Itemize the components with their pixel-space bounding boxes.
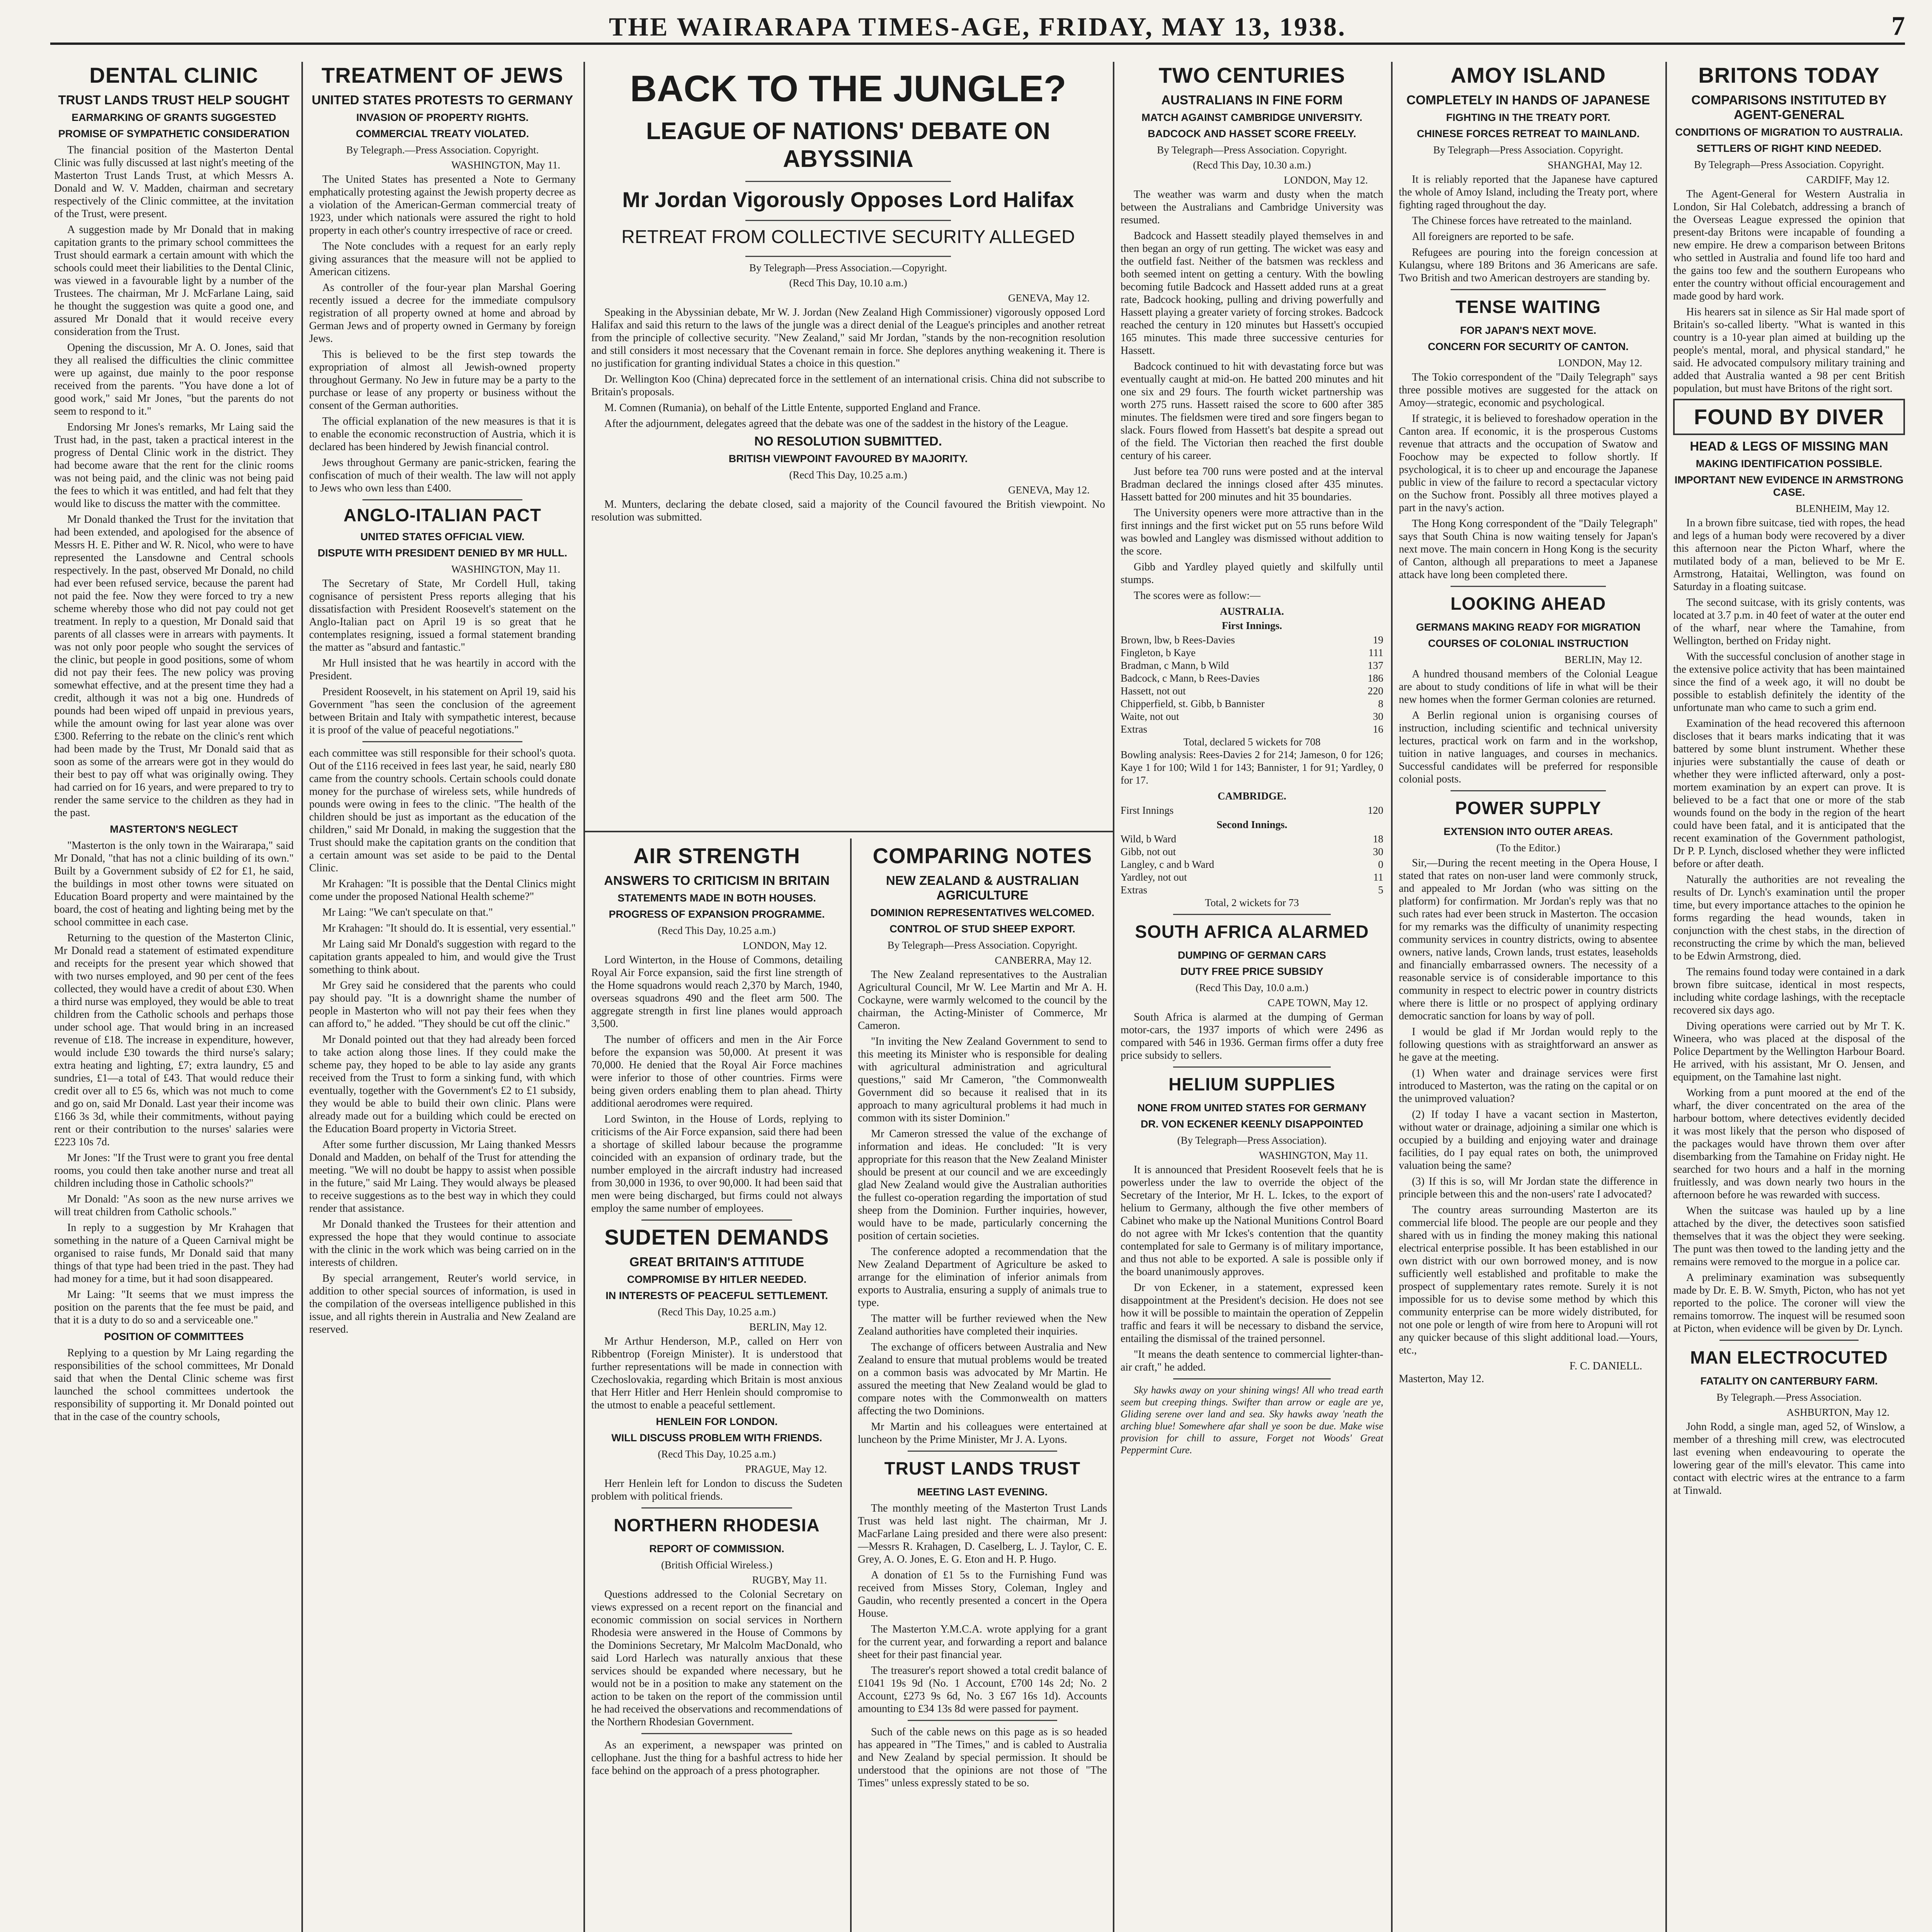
bowling-analysis: Bowling analysis: Rees-Davies 2 for 214; Jameson, 0 for 126; Kaye 1 for 100; Wild 1 for 143; Bannister, 1 for 91; Yardley, 0 for 17.: [1121, 749, 1383, 786]
dateline: WASHINGTON, May 11.: [451, 159, 560, 171]
article-paragraph: A suggestion made by Mr Donald that in making capitation grants to the primary school committees the Trust should earmark a certain amount with which the schools could meet their liabilities to the Dental Clinic, was viewed in a favourable light by a number of the Trustees. The chairman, Mr J. McFarlane Laing, said he thought the suggestion was quite a good one, and assured Mr Donald that it would receive every consideration from the Trust.: [54, 224, 294, 338]
headline-box: [1673, 399, 1905, 435]
article-paragraph: Mr Donald thanked the Trustees for their attention and expressed the hope that they would continue to associate with the clinic in the work which was being carried on in the interests of children.: [309, 1218, 576, 1269]
runs: 11: [1373, 871, 1383, 883]
article-paragraph: Mr Donald thanked the Trust for the invitation that had been extended, and apologised for the absence of Messrs H. E. Pither and W. R. Nicol, who were to have represented the Lansdowne and Central schools respectively. In the past, observed Mr Donald, no child had ever been refused service, because the parent had not paid the fee. Now they were forced to try a new scheme whereby those who did not pay could not get treatment. In reply to a question, Mr Donald said that parents of all classes were in arrears with payments. It was not only poor people who sought the services of the clinic, but people in good positions, some of whom did not pay their fees. The new policy was proving somewhat effective, and at the present time they had a credit, although it was not a big one. Hundreds of pounds had been wiped off unpaid in previous years, while the amount owing for last year alone was over £300. Referring to the rebate on the clinic's rent which had been made by the Trust, Mr Donald said that as soon as some of the arrears were got in they would do their best to pay off what was originally owing. They had carried on for 16 years, and were prepared to try to render the same service to the children as they had in the past.: [54, 514, 294, 819]
article-subhead: DUTY FREE PRICE SUBSIDY: [1180, 966, 1324, 977]
article-paragraph: each committee was still responsible for their school's quota. Out of the £116 received in fees last year, he said, nearly £80 came from the country schools. Certain schools could donate money for the purchase of wireless sets, while hundreds of pounds were owing in fees to the clinic. "The health of the children should be just as important as the education of the children," said Mr Donald, in making the suggestion that the Trust should make the capitation grants on the condition that a certain amount was set aside to be paid to the Dental Clinic.: [309, 747, 576, 874]
article-paragraph: After the adjournment, delegates agreed that the debate was one of the saddest in the history of the League.: [604, 418, 1068, 430]
article-paragraph: Examination of the head recovered this afternoon discloses that it bears marks indicating that it was battered by some blunt instrument. Whether these injuries were substantially the cause of death or whether they were inflicted afterward, only a post-mortem examination by an expert can prove. It is believed to be a fact that one or more of the stab wounds found on the body in the region of the heart could have been fatal, and it is anticipated that the recent examination of the Government pathologist, Dr P. P. Lynch, disclosed whether they were inflicted before or after death.: [1673, 718, 1905, 870]
batsman: Yardley, not out: [1121, 871, 1187, 883]
separator: [1451, 289, 1606, 290]
article-subhead: DUMPING OF GERMAN CARS: [1178, 949, 1326, 961]
runs: 8: [1378, 698, 1383, 709]
batsman: Extras: [1121, 723, 1147, 735]
article-paragraph: The official explanation of the new measures is that it is to enable the economic reconstruction of Austria, which it is declared has been hindered by Jewish financial control.: [309, 415, 576, 453]
runs: 19: [1373, 634, 1383, 646]
article-subhead: CONCERN FOR SECURITY OF CANTON.: [1428, 341, 1629, 352]
article-subhead: EXTENSION INTO OUTER AREAS.: [1443, 826, 1613, 837]
article-paragraph: As controller of the four-year plan Marshal Goering recently issued a decree for the immediate compulsory registration of all property owned at home and abroad by German Jews and of property owned in Germany by foreign Jews.: [309, 282, 576, 345]
article-headline: TENSE WAITING: [1456, 297, 1601, 317]
article-subhead: MAKING IDENTIFICATION POSSIBLE.: [1696, 458, 1883, 469]
score-row: [1121, 723, 1383, 736]
byline: By Telegraph—Press Association.—Copyright.: [749, 262, 947, 274]
article-paragraph: The scores were as follow:—: [1134, 590, 1261, 602]
article-paragraph: John Rodd, a single man, aged 52, of Winslow, a member of a threshing mill crew, was electrocuted last evening when endeavouring to operate the lowering gear of the mill's elevator. This came into contact with electric wires at the entrance to a farm at Tinwald.: [1673, 1421, 1905, 1497]
column-treatment-of-jews: [309, 62, 576, 1932]
batsman: Bradman, c Mann, b Wild: [1121, 660, 1229, 671]
article-subhead: COURSES OF COLONIAL INSTRUCTION: [1428, 638, 1629, 649]
article-headline: MAN ELECTROCUTED: [1690, 1347, 1888, 1367]
column-rule: [301, 62, 303, 1932]
article-paragraph: The Tokio correspondent of the "Daily Telegraph" says three possible motives are suggested for the attack on Amoy—strategic, economic and psychological.: [1399, 371, 1658, 409]
article-paragraph: Herr Henlein left for London to discuss the Sudeten problem with political friends.: [591, 1478, 842, 1502]
masthead-title: THE WAIRARAPA TIMES-AGE, FRIDAY, MAY 13, 1938.: [609, 12, 1347, 41]
runs: 220: [1367, 685, 1383, 697]
received-time: (Recd This Day, 10.25 a.m.): [658, 925, 776, 936]
article-paragraph: The United States has presented a Note to Germany emphatically protesting against the Jewish property decree as a violation of the American-German commercial treaty of 1923, under which nationals were assured the right to hold property in each other's country irrespective of race or creed.: [309, 173, 576, 236]
article-paragraph: Naturally the authorities are not revealing the results of Dr. Lynch's examination until the proper time, but every importance attaches to the opinion he forms regarding the head wounds, taken in conjunction with the chest stabs, in the direction of reconstructing the crime by which the man, believed to be Edwin Armstrong, died.: [1673, 874, 1905, 962]
cricket-scorecard: [1121, 605, 1383, 909]
article-subhead: HENLEIN FOR LONDON.: [656, 1416, 778, 1427]
article-subhead: MASTERTON'S NEGLECT: [110, 823, 238, 835]
article-subhead: COMPROMISE BY HITLER NEEDED.: [627, 1274, 807, 1285]
article-paragraph: Endorsing Mr Jones's remarks, Mr Laing said the Trust had, in the past, taken a practical interest in the progress of Dental Clinic work in the district. They had become aware that the rent for the clinic rooms was not being paid, and the clinic was not being paid the fees to which it was entitled, and had felt that they would like to discuss the matter with the committee.: [54, 421, 294, 510]
article-subhead: COMPLETELY IN HANDS OF JAPANESE: [1406, 93, 1650, 107]
article-subhead: TRUST LANDS TRUST HELP SOUGHT: [58, 93, 290, 107]
article-subhead: UNITED STATES PROTESTS TO GERMANY: [311, 93, 573, 107]
article-paragraph: (3) If this is so, will Mr Jordan state the difference in principle between this and the non-users' rate I advocated?: [1399, 1175, 1658, 1200]
column-rule: [1665, 62, 1667, 1932]
article-paragraph: Mr Krahagen: "It should do. It is essential, very essential.": [322, 922, 576, 934]
separator: [641, 1219, 792, 1221]
batsman: Fingleton, b Kaye: [1121, 647, 1196, 658]
article-headline: DENTAL CLINIC: [89, 63, 259, 87]
article-paragraph: Replying to a question by Mr Laing regarding the responsibilities of the school committees, Mr Donald said that when the Dental Clinic scheme was first launched the school committees undertook the responsibility of supporting it. Mr Donald pointed out that in the case of the country schools,: [54, 1347, 294, 1423]
separator: [641, 1507, 792, 1509]
article-paragraph: Opening the discussion, Mr A. O. Jones, said that they all realised the difficulties the clinic committee were up against, due mainly to the poor response received from the parents. "You have done a lot of good work," said Mr Jones, "but the parents do not seem to respond to it.": [54, 342, 294, 417]
score-row: [1121, 804, 1383, 817]
runs: 5: [1378, 884, 1383, 896]
batsman: Wild, b Ward: [1121, 833, 1176, 845]
column-rule: [583, 62, 585, 1932]
team-name: AUSTRALIA.: [1220, 605, 1284, 617]
article-paragraph: A hundred thousand members of the Colonial League are about to study conditions of life in what will be their new homes when the former German colonies are returned.: [1399, 668, 1658, 706]
innings-label: First Innings.: [1221, 620, 1282, 631]
article-subhead: DR. VON ECKENER KEENLY DISAPPOINTED: [1140, 1118, 1364, 1130]
article-subhead: INVASION OF PROPERTY RIGHTS.: [356, 112, 529, 123]
article-paragraph: "Masterton is the only town in the Wairarapa," said Mr Donald, "that has not a clinic building of its own." Built by a Government subsidy of £2 for £1, he said, the buildings in most other towns were situated on Education Board property and were maintained by the board, the cost of heating and lighting being met by the school committee in each case.: [54, 840, 294, 928]
dateline: LONDON, May 12.: [743, 940, 827, 951]
article-paragraph: A donation of £1 5s to the Furnishing Fund was received from Misses Story, Coleman, Ingley and Gaudin, who recently presented a concert in the Opera House.: [858, 1569, 1107, 1619]
article-paragraph: A Berlin regional union is organising courses of instruction, including scientific and technical university lectures, practical work on farm and in the workshop, tuition in native languages, and courses in mechanics. Successful candidates will be preferred for responsible colonial posts.: [1399, 709, 1658, 785]
dateline: SHANGHAI, May 12.: [1548, 159, 1642, 171]
article-headline: TRUST LANDS TRUST: [884, 1458, 1081, 1478]
batsman: Extras: [1121, 884, 1147, 896]
article-paragraph: Mr Grey said he considered that the parents who could pay should pay. "It is a downright shame the number of people in Masterton who will not pay their fees when they can afford to," he added. "They should be cut off the clinic.": [309, 980, 576, 1030]
separator: [1173, 1066, 1331, 1068]
separator: [1173, 1378, 1331, 1379]
article-paragraph: The monthly meeting of the Masterton Trust Lands Trust was held last night. The chairman, Mr J. MacFarlane Laing presided and there were also present:—Messrs R. Krahagen, D. Caselberg, L. J. Taylor, C. E. Grey, A. O. Jones, E. G. Eton and H. P. Hugo.: [858, 1502, 1107, 1565]
article-paragraph: This is believed to be the first step towards the expropriation of almost all Jewish-owned property throughout Germany. No Jew in future may be a party to the purchase or lease of any property or business without the consent of the German authorities.: [309, 349, 576, 412]
separator: [362, 741, 522, 742]
article-subhead: POSITION OF COMMITTEES: [104, 1331, 244, 1342]
received-time: (Recd This Day, 10.10 a.m.): [789, 277, 907, 289]
article-headline: FOUND BY DIVER: [1694, 405, 1884, 429]
article-paragraph: "It means the death sentence to commercial lighter-than-air craft," he added.: [1121, 1349, 1383, 1373]
article-paragraph: Badcock and Hassett steadily played themselves in and then began an orgy of run getting. The wicket was easy and the outfield fast. Neither of the batsmen was reckless and both seemed intent on getting a century. With the bowling becoming futile Badcock and Hassett added runs at a great rate, Badcock hooking, pulling and driving powerfully and Hassett playing a greater variety of forcing strokes. Badcock reached the century in 120 minutes but Hassett's occupied 165 minutes. This made three successive centuries for Hassett.: [1121, 230, 1383, 357]
article-paragraph: As an experiment, a newspaper was printed on cellophane. Just the thing for a bashful actress to hide her face behind on the approach of a press photographer.: [591, 1739, 842, 1777]
article-paragraph: Mr Jones: "If the Trust were to grant you free dental rooms, you could then take another nurse and treat all children including those in Catholic schools?": [54, 1152, 294, 1189]
article-paragraph: Just before tea 700 runs were posted and at the interval Bradman declared the innings closed after 435 minutes. Hassett batted for 200 minutes and hit 35 boundaries.: [1121, 466, 1383, 503]
dateline: CARDIFF, May 12.: [1806, 174, 1889, 185]
dateline: BERLIN, May 12.: [1565, 654, 1642, 665]
article-headline: HELIUM SUPPLIES: [1168, 1074, 1335, 1094]
received-time: (Recd This Day, 10.25 a.m.): [789, 469, 907, 481]
article-paragraph: In a brown fibre suitcase, tied with ropes, the head and legs of a human body were recovered by a diver this afternoon near the Picton Wharf, where the mutilated body of a man, believed to be Mr E. Armstrong, Hataitai, Wellington, was found on Saturday in a floating suitcase.: [1673, 517, 1905, 593]
article-subhead: COMPARISONS INSTITUTED BY AGENT-GENERAL: [1691, 93, 1887, 122]
column-amoy-island: [1399, 62, 1658, 1932]
separator: [908, 1451, 1057, 1452]
article-paragraph: The number of officers and men in the Air Force before the expansion was 50,000. At present it was 70,000. He denied that the Royal Air Force machines were inferior to those of other countries. Firms were being given orders enabling them to plan ahead. Thirty additional aerodromes were required.: [591, 1034, 842, 1109]
dateline: BERLIN, May 12.: [749, 1321, 827, 1333]
byline: By Telegraph—Press Association. Copyright.: [1694, 159, 1884, 170]
article-paragraph: Diving operations were carried out by Mr T. K. Wineera, who was placed at the disposal of the Police Department by the Wellington Harbour Board. He arrived, with his assistant, Mr O. Jensen, and equipment, on the Tamahine last night.: [1673, 1020, 1905, 1083]
article-paragraph: With the successful conclusion of another stage in the extensive police activity that has been maintained since the find of a week ago, it will no doubt be possible to establish definitely the identity of the unfortunate man who came to such a grim end.: [1673, 651, 1905, 714]
article-paragraph: The University openers were more attractive than in the first innings and the first wicket put on 55 runs before Wild was bowled and Langley was dismissed without addition to the score.: [1121, 507, 1383, 557]
article-paragraph: (1) When water and drainage services were first introduced to Masterton, was the rating on the capital or on the unimproved valuation?: [1399, 1067, 1658, 1105]
runs: 111: [1368, 647, 1383, 658]
article-subhead: WILL DISCUSS PROBLEM WITH FRIENDS.: [611, 1432, 822, 1444]
separator: [908, 1720, 1057, 1721]
article-subhead: CONDITIONS OF MIGRATION TO AUSTRALIA.: [1675, 126, 1903, 138]
runs: 0: [1378, 859, 1383, 870]
article-subhead: CONTROL OF STUD SHEEP EXPORT.: [889, 923, 1075, 935]
article-paragraph: A preliminary examination was subsequently made by Dr. E. B. W. Smyth, Picton, who has not yet reported to the police. The coroner will view the remains tomorrow. The inquest will be resumed soon at Picton, when evidence will be given by Dr. Lynch.: [1673, 1272, 1905, 1335]
article-paragraph: All foreigners are reported to be safe.: [1412, 231, 1574, 243]
article-headline: TWO CENTURIES: [1158, 63, 1345, 87]
separator: [362, 499, 522, 500]
runs: 30: [1373, 711, 1383, 722]
article-subhead: MATCH AGAINST CAMBRIDGE UNIVERSITY.: [1141, 112, 1362, 123]
byline: By Telegraph—Press Association. Copyright.: [887, 939, 1078, 951]
article-paragraph: Dr von Eckener, in a statement, expressed keen disappointment at the President's decision. He does not see how it will be possible to maintain the operation of Zeppelin traffic and fears it will be necessary to disband the service, entailing the dismissal of the trained personnel.: [1121, 1282, 1383, 1345]
dateline: CAPE TOWN, May 12.: [1267, 997, 1368, 1009]
dateline: LONDON, May 12.: [1284, 174, 1368, 186]
runs: 137: [1367, 660, 1383, 671]
received-time: (Recd This Day, 10.25 a.m.): [658, 1306, 776, 1318]
byline: (By Telegraph—Press Association).: [1177, 1134, 1327, 1146]
article-headline: BRITONS TODAY: [1698, 63, 1880, 87]
lead-subhead: Mr Jordan Vigorously Opposes Lord Halifax: [622, 187, 1074, 212]
article-subhead: UNITED STATES OFFICIAL VIEW.: [360, 531, 525, 543]
article-paragraph: South Africa is alarmed at the dumping of German motor-cars, the 1937 imports of which were 2496 as compared with 546 in 1936. German firms offer a duty free price subsidy to sellers.: [1121, 1011, 1383, 1061]
separator: [1451, 790, 1606, 791]
article-subhead: FIGHTING IN THE TREATY PORT.: [1446, 112, 1611, 123]
byline: By Telegraph—Press Association. Copyright.: [1157, 144, 1347, 156]
article-paragraph: The New Zealand representatives to the Australian Agricultural Council, Mr W. Lee Martin and Mr A. H. Cockayne, were warmly welcomed to the council by the chairman, the Acting-Minister of Commerce, Mr Cameron.: [858, 969, 1107, 1032]
article-paragraph: When the suitcase was hauled up by a line attached by the diver, the detectives soon satisfied themselves that it was the object they were seeking. The punt was then towed to the landing jetty and the remains were removed to the morgue in a police car.: [1673, 1205, 1905, 1268]
byline: By Telegraph.—Press Association. Copyright.: [346, 144, 539, 156]
article-paragraph: The Hong Kong correspondent of the "Daily Telegraph" says that South China is now waiting tensely for Japan's next move. The main concern in Hong Kong is the security of Canton, although all preparations to meet a Japanese attack have long been completed there.: [1399, 518, 1658, 581]
column-rule: [1391, 62, 1393, 1932]
article-paragraph: Mr Cameron stressed the value of the exchange of information and ideas. He concluded: "It is very appropriate for this reason that the New Zealand Minister should be present at our council and we are exceedingly glad New Zealand would give the Australian authorities the fullest co-operation regarding the importation of stud sheep from the Dominion. Further inquiries, however, would have to be made, particularly concerning the position of certain societies.: [858, 1128, 1107, 1242]
article-subhead: BADCOCK AND HASSET SCORE FREELY.: [1148, 128, 1356, 139]
source-line: (British Official Wireless.): [661, 1559, 773, 1571]
batsman: Badcock, c Mann, b Rees-Davies: [1121, 672, 1260, 684]
article-paragraph: Mr Martin and his colleagues were entertained at luncheon by the Prime Minister, Mr J. A. Lyons.: [858, 1421, 1107, 1446]
batsman: Waite, not out: [1121, 711, 1179, 722]
article-paragraph: In reply to a suggestion by Mr Krahagen that something in the nature of a Queen Carnival might be organised to raise funds, Mr Donald said that many things of that type had been tried in the past. They had had money for a time, but it had soon disappeared.: [54, 1222, 294, 1285]
article-paragraph: The weather was warm and dusty when the match between the Australians and Cambridge University was resumed.: [1121, 189, 1383, 226]
article-subhead: COMMERCIAL TREATY VIOLATED.: [355, 128, 529, 139]
column-rule: [1113, 62, 1114, 1932]
article-paragraph: The exchange of officers between Australia and New Zealand to ensure that mutual problems would be treated on a common basis was advocated by Mr Martin. He assured the meeting that New Zealand would be glad to compare notes with the Commonwealth on matters affecting the two Dominions.: [858, 1341, 1107, 1417]
article-subhead: REPORT OF COMMISSION.: [649, 1543, 784, 1554]
batsman: First Innings: [1121, 804, 1174, 816]
article-paragraph: Refugees are pouring into the foreign concession at Kulangsu, where 189 Britons and 36 Americans are safe. Two British and two American destroyers are standing by.: [1399, 247, 1658, 284]
dateline: CANBERRA, May 12.: [995, 954, 1092, 966]
separator: [745, 256, 951, 257]
article-headline: TREATMENT OF JEWS: [321, 63, 563, 87]
score-row: [1121, 672, 1383, 685]
batsman: Hassett, not out: [1121, 685, 1186, 697]
masthead: [50, 8, 1905, 45]
dateline: PRAGUE, May 12.: [745, 1463, 827, 1475]
batsman: Gibb, not out: [1121, 846, 1176, 857]
article-paragraph: The Agent-General for Western Australia in London, Sir Hal Colebatch, addressing a branch of the Overseas League expressed the opinion that present-day Britons were incapable of founding a new empire. He drew a comparison between Britons who settled in Australia and found life too hard and the gains too few and the southern Europeans who enter the country without official encouragement and made good by hard work.: [1673, 188, 1905, 302]
article-subhead: BRITISH VIEWPOINT FAVOURED BY MAJORITY.: [728, 453, 968, 464]
innings-total: Total, 2 wickets for 73: [1205, 897, 1299, 908]
article-headline: POWER SUPPLY: [1455, 798, 1602, 818]
article-headline: AIR STRENGTH: [633, 844, 800, 868]
batsman: Chipperfield, st. Gibb, b Bannister: [1121, 698, 1265, 709]
article-paragraph: The Note concludes with a request for an early reply giving assurances that the measure will not be applied to American citizens.: [309, 240, 576, 278]
score-row: [1121, 634, 1383, 646]
runs: 30: [1373, 846, 1383, 857]
byline: By Telegraph.—Press Association.: [1716, 1391, 1862, 1403]
separator: [1451, 586, 1606, 587]
received-time: (Recd This Day, 10.25 a.m.): [658, 1448, 776, 1460]
score-row: [1121, 685, 1383, 697]
runs: 120: [1367, 804, 1383, 816]
dateline: WASHINGTON, May 11.: [1259, 1150, 1368, 1161]
article-subhead: IN INTERESTS OF PEACEFUL SETTLEMENT.: [605, 1290, 828, 1301]
article-subhead: NO RESOLUTION SUBMITTED.: [754, 434, 942, 448]
letter-to-editor-label: (To the Editor.): [1496, 842, 1560, 854]
batsman: Langley, c and b Ward: [1121, 859, 1214, 870]
separator: [1719, 1340, 1859, 1341]
article-subhead: GERMANS MAKING READY FOR MIGRATION: [1416, 621, 1641, 633]
article-paragraph: The matter will be further reviewed when the New Zealand authorities have completed their inquiries.: [858, 1313, 1107, 1337]
column-britons-today: [1673, 62, 1905, 1932]
article-paragraph: Lord Winterton, in the House of Commons, detailing Royal Air Force expansion, said the first line strength of the Home squadrons would reach 2,370 by March, 1940, overseas squadrons 490 and the fleet arm 500. The aggregate strength in first line planes would approach 3,500.: [591, 954, 842, 1030]
article-paragraph: I would be glad if Mr Jordan would reply to the following questions with as straightforward an answer as he gave at the meeting.: [1399, 1026, 1658, 1063]
advertisement-verse: Sky hawks away on your shining wings! All who tread earth seem but creeping things. Swifter than arrow or eagle are ye, Gliding serene over land and sea. Sky hawks away 'neath the arching blue! Somewhere afar shall ye soon be due. Make wise provision for chill to assure, Forget not Woods' Great Peppermint Cure.: [1121, 1384, 1383, 1456]
section-rule: [584, 831, 1113, 832]
article-paragraph: The treasurer's report showed a total credit balance of £1041 19s 9d (No. 1 Account, £700 14s 2d; No. 2 Account, £273 9s 6d, No. 3 £67 16s 1d). Accounts amounting to £34 13s 8d were passed for payment.: [858, 1665, 1107, 1715]
article-paragraph: The Masterton Y.M.C.A. wrote applying for a grant for the current year, and forwarding a report and balance sheet for their past financial year.: [858, 1623, 1107, 1661]
score-row: [1121, 845, 1383, 858]
dateline: ASHBURTON, May 12.: [1786, 1406, 1889, 1418]
article-paragraph: The country areas surrounding Masterton are its commercial life blood. The people are our people and they shared with us in finding the money making this national electrical enterprise possible. It has been established in our own district with our own borrowed money, and is now sufficiently well established and profitable to make the prospect of supplementary rates remote. Surely it is not impossible for us to devise some method by which this community enterprise can be more widely distributed, for not one pole or length of wire from here to Aropuni will rot any quicker because of this slight additional load.—Yours, etc.,: [1399, 1204, 1658, 1356]
lead-headline: BACK TO THE JUNGLE?: [630, 68, 1066, 109]
article-paragraph: "In inviting the New Zealand Government to send to this meeting its Minister who is responsible for dealing with agricultural administration and agricultural questions," said Mr Cameron, "the Commonwealth Government did so because it realised that in its approach to many agricultural problems it had much in common with its sister Dominion.": [858, 1036, 1107, 1124]
separator: [1173, 914, 1331, 915]
article-paragraph: Returning to the question of the Masterton Clinic, Mr Donald read a statement of estimated expenditure and receipts for the present year which showed that with two nurses employed, and 90 per cent of the fees collected, they would have a credit of about £30. When a third nurse was employed, they would be able to treat children from the Catholic schools and perhaps those under school age. That would bring in an increased revenue of £18. The increase in expenditure, however, would include £30 towards the third nurse's salary; extra heating and lighting, £7; extra laundry, £5 and sundries, £1—a total of £43. That would reduce their credit over all to £5 6s, which was not much to come and go on, said Mr Donald. Last year their income was £166 3s 3d, while their commitments, without paying rent or their contribution to the nurses' salaries were £223 10s 7d.: [54, 932, 294, 1148]
separator: [641, 1733, 792, 1734]
article-paragraph: The Secretary of State, Mr Cordell Hull, taking cognisance of persistent Press reports alleging that his dissatisfaction with President Roosevelt's statement on the Anglo-Italian pact on April 19 is so great that he contemplates resigning, issued a formal statement branding the matter as "absurd and fantastic.": [309, 578, 576, 653]
article-subhead: AUSTRALIANS IN FINE FORM: [1161, 93, 1343, 107]
article-headline: COMPARING NOTES: [872, 844, 1092, 868]
article-headline: SOUTH AFRICA ALARMED: [1135, 922, 1369, 942]
article-paragraph: Lord Swinton, in the House of Lords, replying to criticisms of the Air Force expansion, said there had been a shortage of skilled labour because the programme coincided with an expansion of ordinary trade, but the number employed in the aircraft industry had increased from 30,000 in 1936, to over 90,000. It had been said that men were being discharged, but firms could not always employ the same number of employees.: [591, 1113, 842, 1214]
article-paragraph: M. Munters, declaring the debate closed, said a majority of the Council favoured the British viewpoint. No resolution was submitted.: [591, 498, 1105, 523]
article-paragraph: Mr Krahagen: "It is possible that the Dental Clinics might come under the proposed National Health scheme?": [309, 878, 576, 903]
article-paragraph: The financial position of the Masterton Dental Clinic was fully discussed at last night's meeting of the Masterton Trust Lands Trust, at which Messrs A. Donald and W. V. Madden, chairman and secretary respectively of the Clinic committee, at the invitation of the Trust, were present.: [54, 144, 294, 220]
article-paragraph: Speaking in the Abyssinian debate, Mr W. J. Jordan (New Zealand High Commissioner) vigorously opposed Lord Halifax and said this return to the laws of the jungle was a direct denial of the League's principles and another retreat from the principle of collective security. "New Zealand," said Mr Jordan, "stands by the non-recognition resolution and still considers it most necessary that the Covenant remain in force. She deplores anything weakening it. There is no justification for granting individual States a choice in this question.": [591, 306, 1105, 369]
lead-story-back-to-the-jungle: [591, 62, 1105, 827]
article-headline: ANGLO-ITALIAN PACT: [343, 505, 541, 525]
dateline: GENEVA, May 12.: [1008, 292, 1090, 304]
article-paragraph: Gibb and Yardley played quietly and skilfully until stumps.: [1121, 561, 1383, 586]
article-subhead: FOR JAPAN'S NEXT MOVE.: [1460, 325, 1597, 336]
article-subhead: ANSWERS TO CRITICISM IN BRITAIN: [604, 873, 830, 888]
dateline: WASHINGTON, May 11.: [451, 563, 560, 575]
article-subhead: EARMARKING OF GRANTS SUGGESTED: [71, 112, 276, 123]
article-subhead: MEETING LAST EVENING.: [917, 1486, 1048, 1498]
score-row: [1121, 646, 1383, 659]
article-subhead: HEAD & LEGS OF MISSING MAN: [1690, 439, 1888, 453]
article-paragraph: M. Comnen (Rumania), on behalf of the Little Entente, supported England and France.: [604, 402, 981, 414]
letter-date: Masterton, May 12.: [1399, 1373, 1484, 1385]
batsman: Brown, lbw, b Rees-Davies: [1121, 634, 1235, 646]
article-headline: SUDETEN DEMANDS: [604, 1225, 829, 1249]
article-paragraph: The Chinese forces have retreated to the mainland.: [1412, 215, 1632, 227]
article-subhead: IMPORTANT NEW EVIDENCE IN ARMSTRONG CASE.: [1674, 474, 1904, 498]
article-headline: NORTHERN RHODESIA: [614, 1515, 820, 1535]
article-subhead: PROMISE OF SYMPATHETIC CONSIDERATION: [58, 128, 290, 139]
article-subhead: GREAT BRITAIN'S ATTITUDE: [629, 1255, 804, 1269]
article-headline: AMOY ISLAND: [1451, 63, 1606, 87]
score-row: [1121, 858, 1383, 871]
article-paragraph: Dr. Wellington Koo (China) deprecated force in the settlement of an international crisis. China did not subscribe to Britain's proposals.: [591, 373, 1105, 398]
article-paragraph: Mr Hull insisted that he was heartily in accord with the President.: [309, 657, 576, 682]
article-paragraph: Mr Laing said Mr Donald's suggestion with regard to the capitation grants appealed to him, and would give the Trust something to think about.: [309, 938, 576, 976]
innings-total: Total, declared 5 wickets for 708: [1183, 736, 1321, 748]
article-paragraph: Mr Laing: "We can't speculate on that.": [322, 906, 493, 918]
runs: 16: [1373, 723, 1383, 735]
article-paragraph: Sir,—During the recent meeting in the Opera House, I stated that rates on non-user land were commonly struck, and appealed to Mr Jordan (who was sitting on the platform) for confirmation. Mr Jordan's reply was that no such rates had ever been struck in Masterton. The occasion for my remarks was the difficulty of unanimity respecting community services in country districts, owing to absentee owners, native lands, Crown lands, trust estates, leaseholds and financially embarrassed owners. The necessity of a reasonable service is of considerable importance to this community in respect to electric power in country districts where there is little or no prospect of applying ordinary democratic sanction for loans by way of poll.: [1399, 857, 1658, 1022]
separator: [745, 181, 951, 182]
score-row: [1121, 833, 1383, 845]
dateline: LONDON, May 12.: [1558, 357, 1642, 369]
score-row: [1121, 659, 1383, 672]
byline: By Telegraph—Press Association. Copyright.: [1433, 144, 1623, 156]
article-paragraph: The second suitcase, with its grisly contents, was located at 3.7 p.m. in 40 feet of water at the outer end of the wharf, near where the Tamahine, from Wellington, berthed on Friday night.: [1673, 597, 1905, 647]
column-air-strength: [591, 842, 842, 1932]
article-paragraph: The conference adopted a recommendation that the New Zealand Department of Agriculture be asked to arrange for the elimination of inferior animals from exports to Australia, ensuring a supply of animals true to type.: [858, 1246, 1107, 1309]
article-paragraph: After some further discussion, Mr Laing thanked Messrs Donald and Madden, on behalf of the Trust for attending the meeting. "We will no doubt be happy to assist when possible in the future," said Mr Laing. They would always be pleased to receive suggestions as to the best way in which they could render that assistance.: [309, 1139, 576, 1214]
score-row: [1121, 710, 1383, 723]
article-paragraph: Working from a punt moored at the end of the wharf, the diver concentrated on the area of the harbour bottom, where detectives evidently decided it was most likely that the person who disposed of the packages would have thrown them over after disembarking from the Tamahine on Friday night. He searched for two hours and a half in the morning fruitlessly, and was down nearly two hours in the afternoon before he was rewarded with success.: [1673, 1087, 1905, 1201]
letter-signature: F. C. DANIELL.: [1569, 1360, 1642, 1372]
received-time: (Recd This Day, 10.30 a.m.): [1193, 159, 1311, 171]
article-paragraph: Mr Arthur Henderson, M.P., called on Herr von Ribbentrop (Foreign Minister). It is understood that further representations will be made in connection with Czechoslovakia, regarding which Britain is most anxious that Herr Hitler and Herr Henlein should compromise to the utmost to enable a peaceful settlement.: [591, 1335, 842, 1411]
article-paragraph: Mr Donald pointed out that they had already been forced to take action along those lines. If they could make the scheme pay, they hoped to be able to lay aside any grants received from the Trust to form a sinking fund, with which eventually, together with the Government's £2 to £1 subsidy, they would be able to build their own clinic. Plans were already made out for a building which could be erected on the Education Board property in Victoria Street.: [309, 1034, 576, 1135]
dateline: BLENHEIM, May 12.: [1796, 503, 1889, 514]
score-row: [1121, 697, 1383, 710]
dateline: GENEVA, May 12.: [1008, 484, 1090, 496]
article-subhead: PROGRESS OF EXPANSION PROGRAMME.: [609, 908, 825, 920]
article-paragraph: President Roosevelt, in his statement on April 19, said his Government "has seen the conclusion of the agreement between Britain and Italy with sympathetic interest, because it is proof of the value of peaceful negotiations.": [309, 686, 576, 736]
received-time: (Recd This Day, 10.0 a.m.): [1196, 982, 1308, 993]
team-name: CAMBRIDGE.: [1218, 790, 1286, 802]
separator: [745, 220, 951, 221]
article-subhead: STATEMENTS MADE IN BOTH HOUSES.: [617, 892, 816, 904]
lead-subhead: RETREAT FROM COLLECTIVE SECURITY ALLEGED: [621, 227, 1075, 247]
article-subhead: SETTLERS OF RIGHT KIND NEEDED.: [1696, 143, 1882, 154]
article-subhead: NEW ZEALAND & AUSTRALIAN AGRICULTURE: [886, 873, 1079, 902]
article-subhead: DISPUTE WITH PRESIDENT DENIED BY MR HULL.: [317, 547, 568, 559]
article-headline: LOOKING AHEAD: [1450, 594, 1606, 614]
score-row: [1121, 884, 1383, 896]
article-subhead: DOMINION REPRESENTATIVES WELCOMED.: [870, 907, 1095, 918]
article-subhead: FATALITY ON CANTERBURY FARM.: [1700, 1375, 1878, 1387]
score-row: [1121, 871, 1383, 884]
article-subhead: CHINESE FORCES RETREAT TO MAINLAND.: [1417, 128, 1640, 139]
column-two-centuries: [1121, 62, 1383, 1932]
article-paragraph: Badcock continued to hit with devastating force but was eventually caught at mid-on. He batted 200 minutes and hit one six and 29 fours. The fourth wicket partnership was worth 275 runs. Hassett raised the score to 600 after 385 minutes. The fieldsmen were tired and sore fingers began to slack. Fours flowed from Hassett's bat despite a spread out of the field. The Victorian then reached the first double century of his career.: [1121, 361, 1383, 462]
runs: 18: [1373, 833, 1383, 845]
article-paragraph: If strategic, it is believed to foreshadow operation in the Canton area. If economic, it is the prosperous Customs revenue that attracts and the occupation of Swatow and Foochow may be expected to follow shortly. If psychological, it is to cheer up and encourage the Japanese public in view of the failure to record a spectacular victory on the Suchow front. Possibly all three motives played a part in the navy's action.: [1399, 413, 1658, 514]
page-number: 7: [1891, 11, 1905, 41]
article-paragraph: Mr Laing: "It seems that we must impress the position on the parents that the fee must be paid, and that it is a duty to do so and a serviceable one.": [54, 1289, 294, 1326]
article-paragraph: (2) If today I have a vacant section in Masterton, without water or drainage, adjoining a similar one which is occupied by a building and enjoying water and drainage facilities, do I pay equal rates on both, the unimproved valuation being the same?: [1399, 1109, 1658, 1172]
article-paragraph: His hearers sat in silence as Sir Hal made sport of Britain's so-called liberty. "What is wanted in this country is a 10-year plan aimed at building up the people's mental, moral, and physical standard," he said. He advocated compulsory military training and added that Australia wanted a 98 per cent British population, but must have Britons of the right sort.: [1673, 306, 1905, 395]
column-comparing-notes: [858, 842, 1107, 1932]
article-paragraph: It is reliably reported that the Japanese have captured the whole of Amoy Island, including the Treaty port, where fighting raged throughout the day.: [1399, 173, 1658, 211]
column-dental-clinic: [54, 62, 294, 1932]
lead-subhead: LEAGUE OF NATIONS' DEBATE ON ABYSSINIA: [646, 118, 1050, 172]
article-paragraph: By special arrangement, Reuter's world service, in addition to other special sources of information, is used in the compilation of the overseas intelligence published in this issue, and all rights therein in Australia and New Zealand are reserved.: [309, 1272, 576, 1335]
article-paragraph: The remains found today were contained in a dark brown fibre suitcase, identical in most respects, including white cordage lashings, with the receptacle recovered six days ago.: [1673, 966, 1905, 1016]
article-paragraph: Mr Donald: "As soon as the new nurse arrives we will treat children from Catholic schools.": [54, 1193, 294, 1218]
article-paragraph: It is announced that President Roosevelt feels that he is powerless under the law to override the object of the Secretary of the Interior, Mr H. L. Ickes, to the export of helium to Germany, although the five other members of Cabinet who make up the National Munitions Control Board do not agree with Mr Ickes's contention that the quantity contemplated for sale to Germany is of military importance, and thus not able to be exported. A sale is possible only if the board unanimously approves.: [1121, 1164, 1383, 1278]
article-paragraph: Such of the cable news on this page as is so headed has appeared in "The Times," and is cabled to Australia and New Zealand by special permission. It should be understood that the opinions are not those of "The Times" unless expressly stated to be so.: [858, 1726, 1107, 1789]
innings-label: Second Innings.: [1216, 819, 1287, 830]
article-paragraph: Jews throughout Germany are panic-stricken, fearing the confiscation of much of their wealth. The law will not apply to Jews who own less than £400.: [309, 457, 576, 494]
article-subhead: NONE FROM UNITED STATES FOR GERMANY: [1137, 1102, 1367, 1114]
runs: 186: [1367, 672, 1383, 684]
article-paragraph: Questions addressed to the Colonial Secretary on views expressed on a recent report on the financial and economic commission on social services in Northern Rhodesia were answered in the House of Commons by the Dominions Secretary, Mr Malcolm MacDonald, who said Lord Harlech was naturally anxious that these services should be expanded where necessary, but he would not be in a position to make any statement on the action to be taken on the report of the commission until he had received the observations and recommendations of the Northern Rhodesian Government.: [591, 1588, 842, 1728]
column-rule: [850, 838, 852, 1932]
dateline: RUGBY, May 11.: [752, 1574, 827, 1586]
